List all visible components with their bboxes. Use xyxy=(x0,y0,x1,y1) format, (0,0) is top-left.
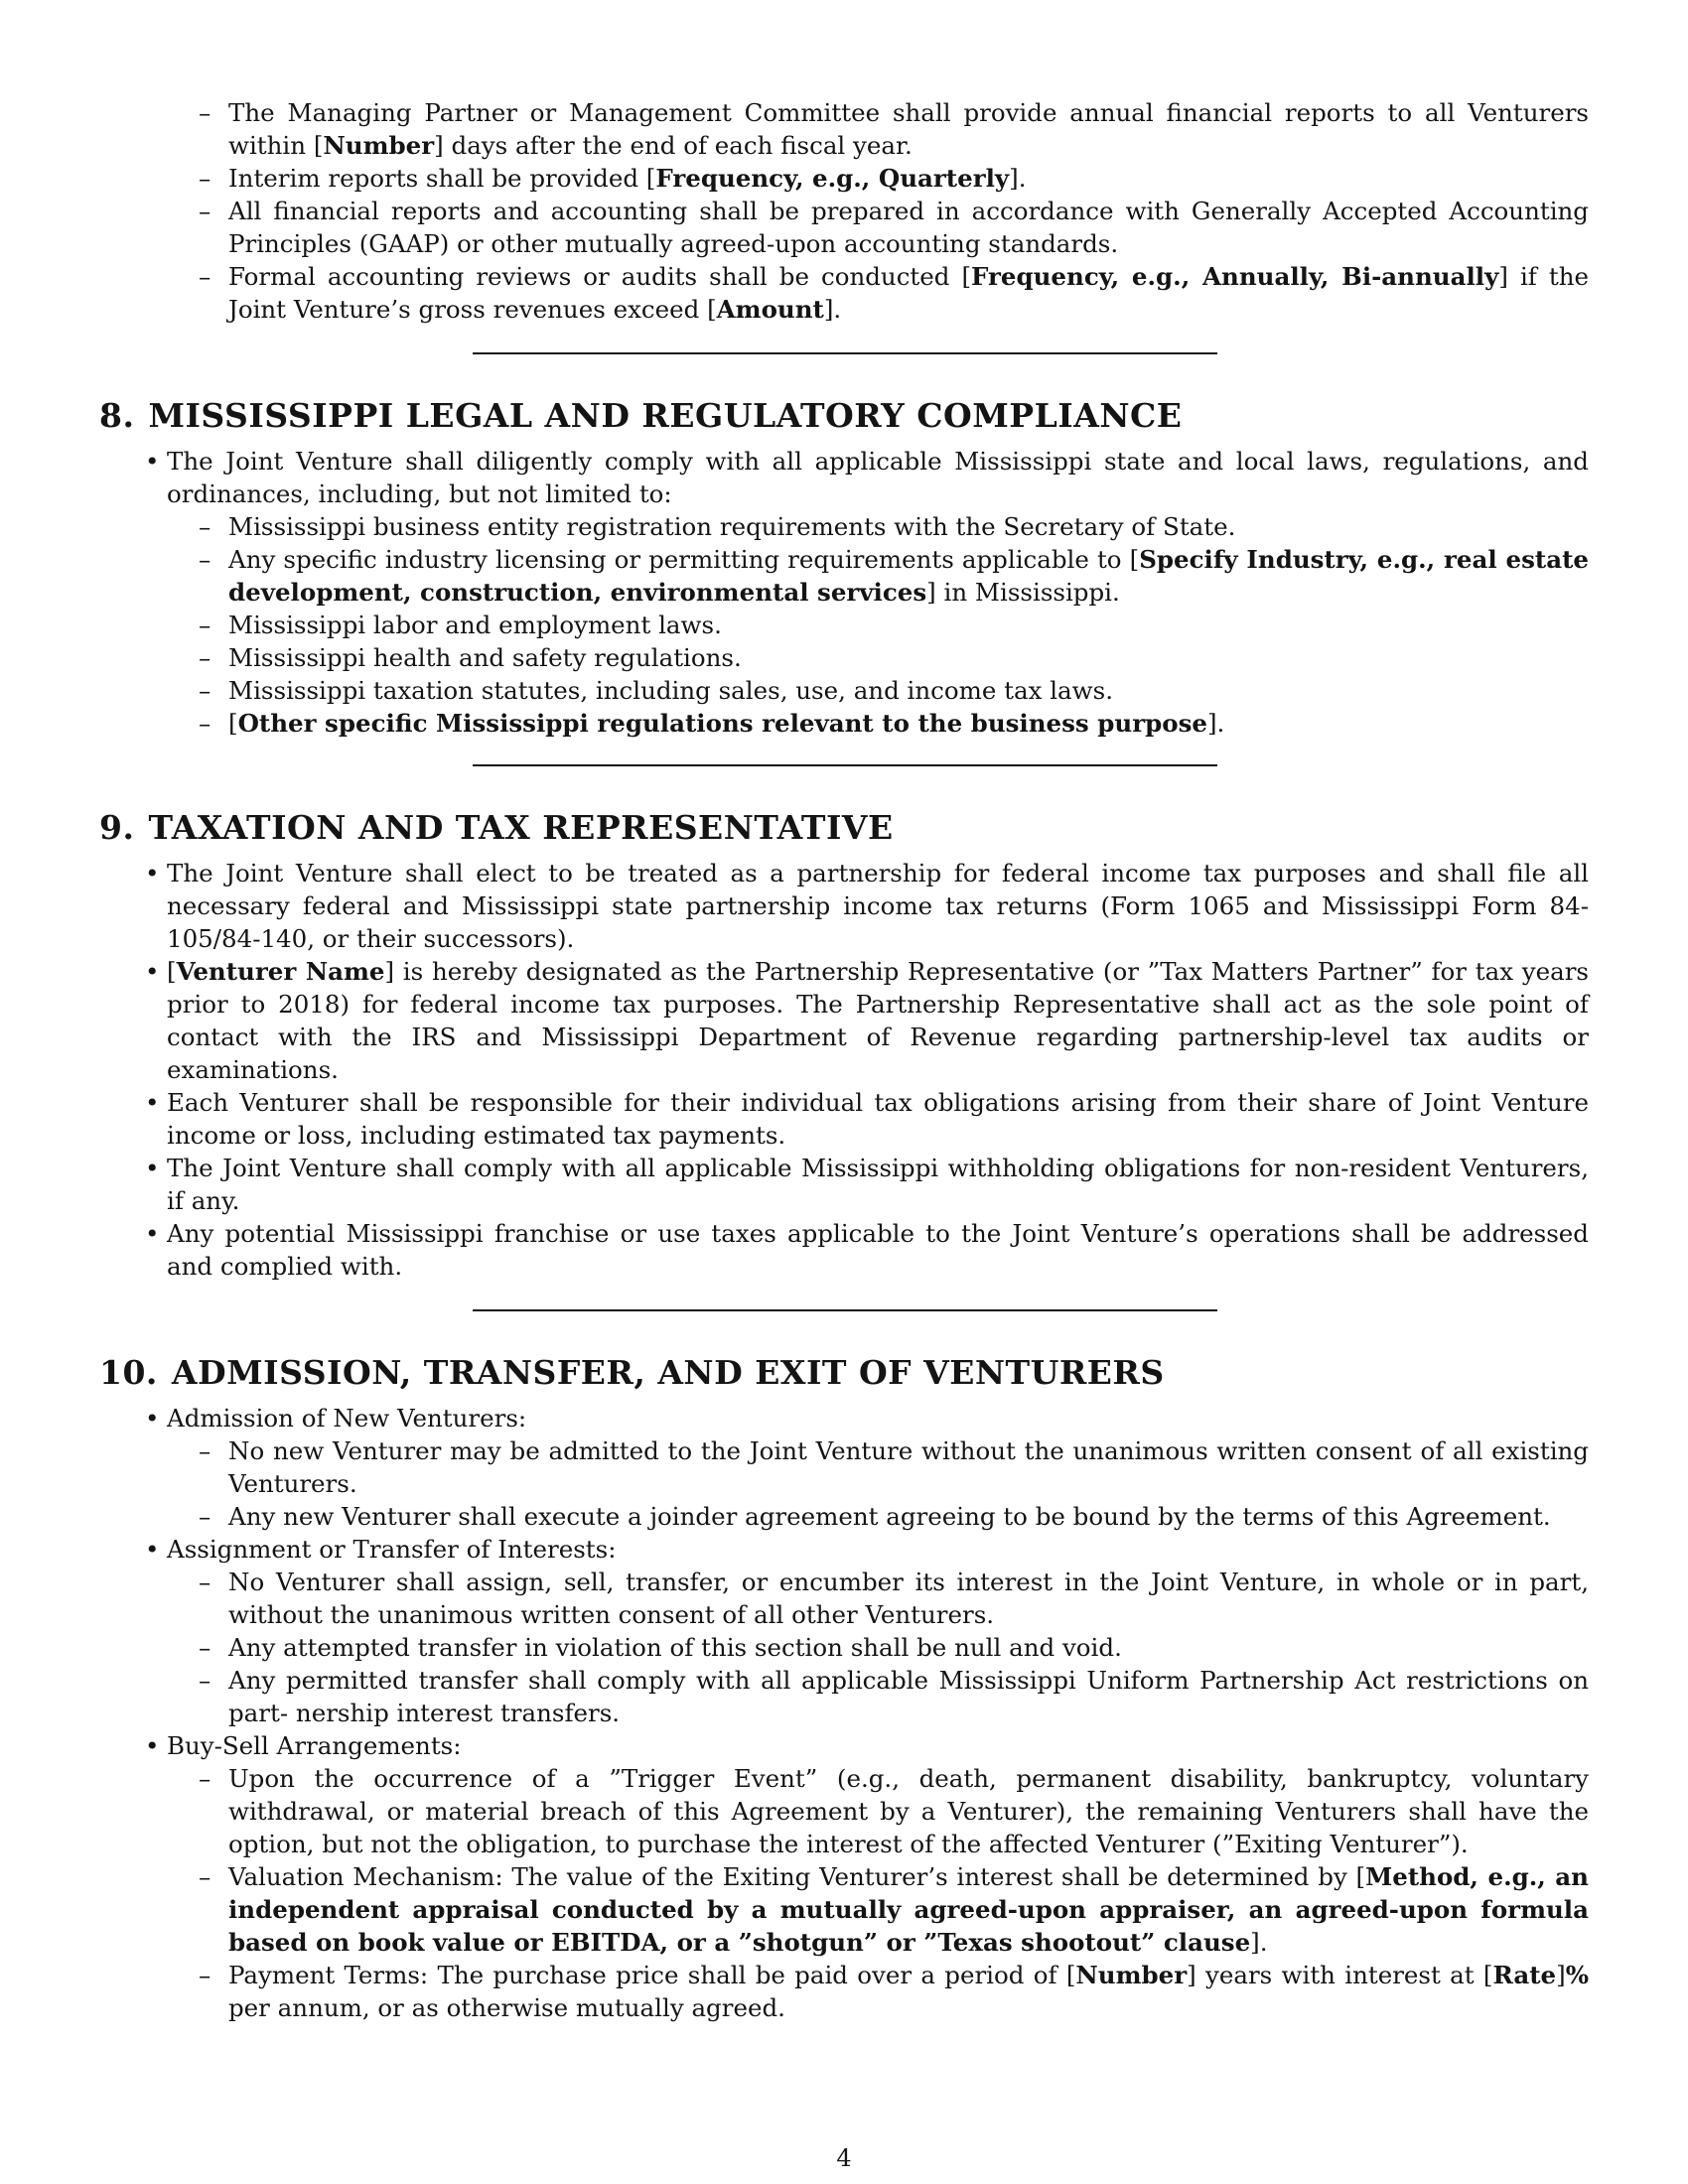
placeholder-field: Method, e.g., an independent appraisal conducted by a mutually agreed-upon appraiser, an agreed-upon formula based on book value or EBITDA, or a ”shotgun” or ”Texas shootout” clause xyxy=(228,1862,1589,1957)
section-10-list xyxy=(99,1402,1589,2024)
section-title: MISSISSIPPI LEGAL AND REGULATORY COMPLIANCE xyxy=(148,396,1183,435)
section-number: 9. xyxy=(99,808,135,847)
list-item: – The Managing Partner or Management Committee shall provide annual financial reports to all Venturers within [Number] days after the end of each fiscal year. xyxy=(228,96,1589,162)
section-9-heading xyxy=(99,808,1589,848)
placeholder-field: Venturer Name xyxy=(176,957,385,986)
placeholder-field: Number xyxy=(323,131,435,160)
section-8-heading xyxy=(99,396,1589,436)
list-item: – Any specific industry licensing or permitting requirements applicable to [Specify Industry, e.g., real estate development, construction, environmental services] in Mississippi. xyxy=(228,543,1589,609)
list-item: – Any attempted transfer in violation of this section shall be null and void. xyxy=(228,1631,1589,1664)
list-item: • Any potential Mississippi franchise or use taxes applicable to the Joint Venture’s operations shall be addressed and complied with. xyxy=(167,1217,1589,1283)
list-item: – Any permitted transfer shall comply with all applicable Mississippi Uniform Partnership Act restrictions on part- nership interest transfers. xyxy=(228,1664,1589,1729)
section-divider xyxy=(473,352,1217,354)
placeholder-field: Frequency, e.g., Quarterly xyxy=(655,164,1010,193)
list-item: – Upon the occurrence of a ”Trigger Event” (e.g., death, permanent disability, bankruptcy, voluntary withdrawal, or material breach of this Agreement by a Venturer), the remaining Venturers shall have the option, but not the obligation, to purchase the interest of the affected Venturer (”Exiting Venturer”). xyxy=(228,1762,1589,1860)
section-number: 10. xyxy=(99,1353,158,1392)
section-8-sublist xyxy=(99,510,1589,740)
list-item: – Mississippi taxation statutes, including sales, use, and income tax laws. xyxy=(228,674,1589,707)
section-9-list xyxy=(99,857,1589,1283)
list-item: – Mississippi labor and employment laws. xyxy=(228,609,1589,641)
placeholder-field: Amount xyxy=(716,295,824,324)
placeholder-field: Rate xyxy=(1492,1961,1557,1989)
list-item: • The Joint Venture shall diligently comply with all applicable Mississippi state and local laws, regulations, and ordinances, including, but not limited to: xyxy=(167,445,1589,510)
placeholder-field: Specify Industry, e.g., real estate development, construction, environmental services xyxy=(228,545,1589,607)
placeholder-field: Frequency, e.g., Annually, Bi-annually xyxy=(971,262,1499,291)
section-title: TAXATION AND TAX REPRESENTATIVE xyxy=(148,808,894,847)
list-item: – Valuation Mechanism: The value of the Exiting Venturer’s interest shall be determined by [Method, e.g., an independent appraisal conducted by a mutually agreed-upon appraiser, an agreed-upon formula based on book value or EBITDA, or a ”shotgun” or ”Texas shootout” clause]. xyxy=(228,1860,1589,1959)
list-item: – Payment Terms: The purchase price shall be paid over a period of [Number] years with interest at [Rate]% per annum, or as otherwise mutually agreed. xyxy=(228,1959,1589,2024)
list-item: – Mississippi health and safety regulations. xyxy=(228,641,1589,674)
list-item: – No Venturer shall assign, sell, transfer, or encumber its interest in the Joint Venture, in whole or in part, without the unanimous written consent of all other Venturers. xyxy=(228,1566,1589,1631)
section-8-body xyxy=(99,445,1589,740)
list-item: – Interim reports shall be provided [Frequency, e.g., Quarterly]. xyxy=(228,162,1589,195)
list-item: • The Joint Venture shall comply with all applicable Mississippi withholding obligations for non-resident Venturers, if any. xyxy=(167,1152,1589,1217)
placeholder-field: % xyxy=(1565,1961,1589,1989)
list-item: – [Other specific Mississippi regulations relevant to the business purpose]. xyxy=(228,707,1589,740)
section-number: 8. xyxy=(99,396,135,435)
page-content xyxy=(99,96,1589,2024)
placeholder-field: Number xyxy=(1075,1961,1188,1989)
list-item: – Any new Venturer shall execute a joinder agreement agreeing to be bound by the terms of this Agreement. xyxy=(228,1500,1589,1533)
list-group-label: • Buy-Sell Arrangements: xyxy=(167,1729,1589,1762)
list-item: – Formal accounting reviews or audits shall be conducted [Frequency, e.g., Annually, Bi-annually] if the Joint Venture’s gross revenues exceed [Amount]. xyxy=(228,260,1589,326)
section-divider xyxy=(473,764,1217,766)
page-number: 4 xyxy=(836,2144,852,2172)
list-group-label: • Admission of New Venturers: xyxy=(167,1402,1589,1434)
placeholder-field: Other specific Mississippi regulations relevant to the business purpose xyxy=(237,709,1207,738)
list-group-label: • Assignment or Transfer of Interests: xyxy=(167,1533,1589,1566)
list-item: – All financial reports and accounting shall be prepared in accordance with Generally Accepted Accounting Principles (GAAP) or other mutually agreed-upon accounting standards. xyxy=(228,195,1589,260)
list-item: – Mississippi business entity registration requirements with the Secretary of State. xyxy=(228,510,1589,543)
section-divider xyxy=(473,1309,1217,1311)
list-item: • The Joint Venture shall elect to be treated as a partnership for federal income tax purposes and shall file all necessary federal and Mississippi state partnership income tax returns (Form 1065 and Mississippi Form 84-105/84-140, or their successors). xyxy=(167,857,1589,955)
section-title: ADMISSION, TRANSFER, AND EXIT OF VENTURERS xyxy=(171,1353,1165,1392)
fiscal-reporting-list xyxy=(99,96,1589,326)
list-item: • Each Venturer shall be responsible for their individual tax obligations arising from their share of Joint Venture income or loss, including estimated tax payments. xyxy=(167,1086,1589,1152)
list-item: – No new Venturer may be admitted to the Joint Venture without the unanimous written consent of all existing Venturers. xyxy=(228,1434,1589,1500)
section-10-heading xyxy=(99,1353,1589,1393)
list-item: • [Venturer Name] is hereby designated as the Partnership Representative (or ”Tax Matters Partner” for tax years prior to 2018) for federal income tax purposes. The Partnership Representative shall act as the sole point of contact with the IRS and Mississippi Department of Revenue regarding partnership-level tax audits or examinations. xyxy=(167,955,1589,1086)
